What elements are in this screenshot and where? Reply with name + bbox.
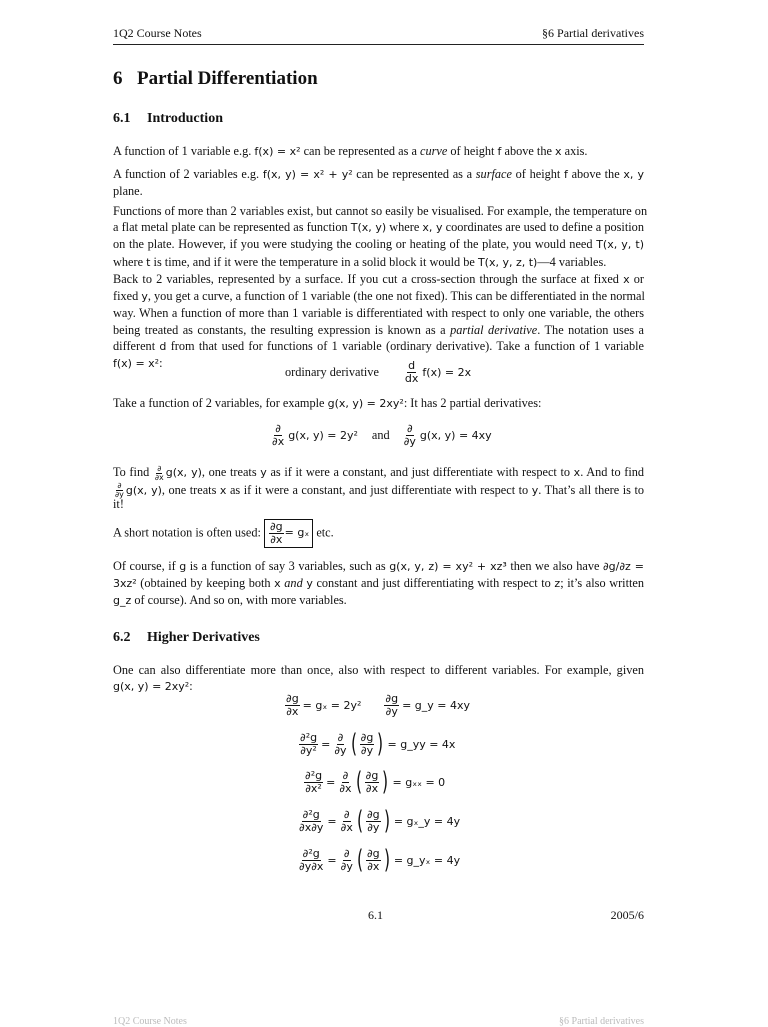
subsection-heading-intro: 6.1 Introduction (113, 111, 223, 126)
header-section: §6 Partial derivatives (542, 26, 644, 40)
equation-mixed-partial-yx: $\frac{\text{∂²g}}{\partial y\partial x}$ = $\frac{\partial}{\partial y}$ ( $\frac{\partial g}{\partial x}$ ) = g_yₓ = 4y (299, 845, 461, 875)
paragraph-intro-4: Back to 2 variables, represented by a surface. If you cut a cross-section through the surface at fixed x or fixed y, you get a curve, a function of 1 variable (the one not fixed). This can be differentiated in the normal way. When a function of more than 1 variable is differentiated with respect to only one variable, the others being treated as constants, the resulting expression is known as a partial derivative. The notation uses a different d from that used for functions of 1 variable (ordinary derivative). Take a function of 1 variable f(x) = x²: (113, 272, 645, 371)
equation-second-partial-xx: $\frac{\text{∂²g}}{\text{∂x²}}$ = $\frac{\partial}{\partial x}$ ( $\frac{\partial g}{\partial x}$ ) = gₓₓ = 0 (305, 767, 446, 797)
equation-first-partials: $\frac{\partial g}{\partial x}$ = gₓ = 2y² $\frac{\partial g}{\partial y}$ = g_y = 4xy (286, 692, 470, 718)
equation-ordinary-derivative: ordinary derivative $\frac{d}{dx}$ f(x) = 2x (285, 359, 472, 385)
paragraph-two-variables: Take a function of 2 variables, for example g(x, y) = 2xy²: It has 2 partial derivatives: (113, 396, 542, 410)
next-page-header-right: §6 Partial derivatives (559, 1016, 644, 1027)
section-heading: 6 Partial Differentiation (113, 68, 318, 89)
paragraph-partial-explanation: To find $\frac{\partial}{\partial x}$ g(x, y), one treats y as if it were a constant, and just differentiate with respect to x. And to find $\frac{\partial}{\partial y}$ g(x, y), one treats x as if it were a constant, and just differentiate with respect to y. That’s all there is to it! (113, 463, 645, 512)
page-number: 6.1 (368, 908, 383, 922)
footer-year: 2005/6 (610, 908, 644, 922)
header-course: 1Q2 Course Notes (113, 26, 202, 40)
equation-partial-derivatives: $\frac{\partial}{\partial x}$ g(x, y) = 2y² and $\frac{\partial}{\partial y}$ g(x, y) = 4xy (272, 422, 492, 448)
paragraph-short-notation: A short notation is often used: $\frac{\partial g}{\partial x}$ = gₓ etc. (113, 520, 334, 546)
equation-mixed-partial-xy: $\frac{\text{∂²g}}{\partial x\partial y}$ = $\frac{\partial}{\partial x}$ ( $\frac{\partial g}{\partial y}$ ) = gₓ_y = 4y (299, 806, 461, 836)
running-header (113, 26, 644, 45)
paragraph-intro-3: Functions of more than 2 variables exist, but cannot so easily be visualised. For example, the temperature on a flat metal plate can be represented as function T(x, y) where x, y coordinates are used to define a position on the plate. However, if you were studying the cooling or heating of the plate, you would need T(x, y, t) where t is time, and if it were the temperature in a solid block it would be T(x, y, z, t)—4 variables. (113, 204, 648, 269)
subsection-heading-higher: 6.2 Higher Derivatives (113, 630, 260, 645)
next-page-header-left: 1Q2 Course Notes (113, 1016, 187, 1027)
paragraph-three-variables: Of course, if g is a function of say 3 variables, such as g(x, y, z) = xy² + xz³ then we also have ∂g/∂z = 3xz² (obtained by keeping both x and y constant and just differentiating with respect to z; it’s also written g_z of course). And so on, with more variables. (113, 559, 645, 608)
paragraph-higher-intro: One can also differentiate more than once, also with respect to different variables. For example, given g(x, y) = 2xy²: (113, 663, 644, 694)
equation-second-partial-yy: $\frac{\text{∂²g}}{\text{∂y²}}$ = $\frac{\partial}{\partial y}$ ( $\frac{\partial g}{\partial y}$ ) = g_yy = 4x (300, 729, 456, 759)
boxed-notation: $\frac{\partial g}{\partial x}$ = gₓ (264, 519, 313, 548)
paragraph-intro-2: A function of 2 variables e.g. f(x, y) = x² + y² can be represented as a surface of height f above the x, y plane. (113, 167, 644, 199)
paragraph-intro-1: A function of 1 variable e.g. f(x) = x² can be represented as a curve of height f above the x axis. (113, 144, 588, 158)
